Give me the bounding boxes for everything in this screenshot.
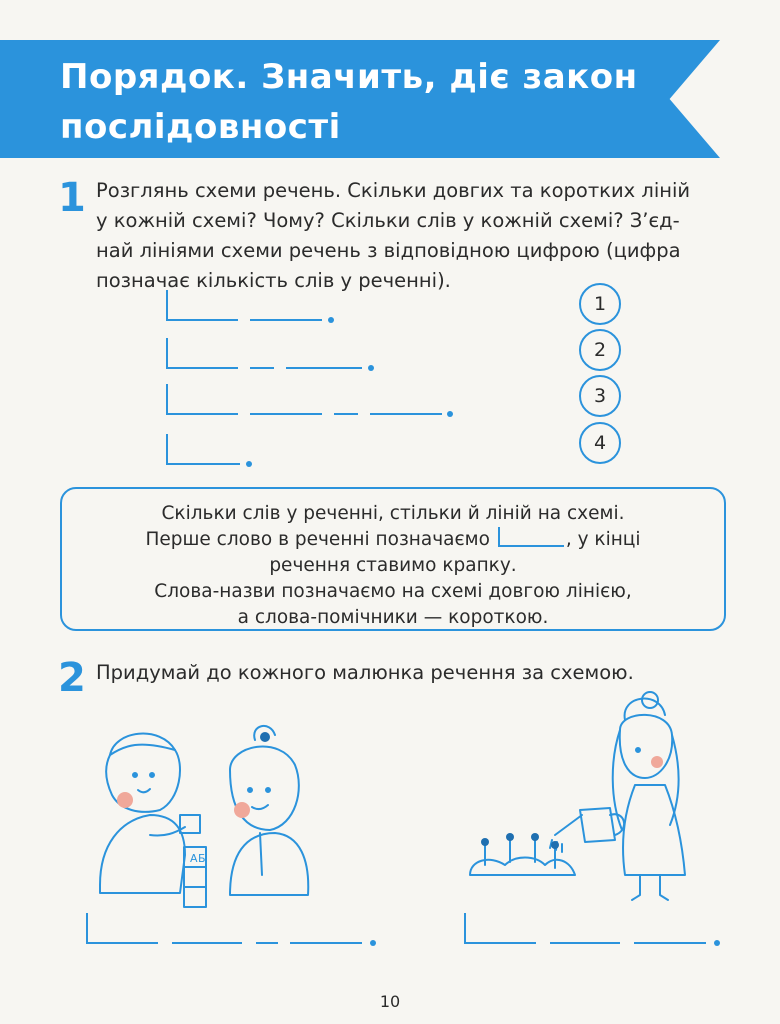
scheme-period-dot: [328, 317, 334, 323]
scheme-long-line: [172, 942, 242, 944]
scheme-start-hook: [166, 384, 168, 414]
rule-line-3: речення ставимо крапку.: [269, 555, 517, 576]
scheme-start-hook: [166, 434, 168, 464]
scheme-start-hook: [166, 338, 168, 368]
task-1-instructions: [96, 176, 746, 296]
drawing-2-scheme[interactable]: [464, 913, 780, 953]
rule-line-4: Слова-назви позначаємо на схемі довгою лінією,: [154, 581, 632, 602]
first-word-scheme-icon: [498, 527, 564, 547]
scheme-long-line: [250, 319, 322, 321]
scheme-long-line: [290, 942, 362, 944]
scheme-long-line: [550, 942, 620, 944]
scheme-period-dot: [246, 461, 252, 467]
scheme-period-dot: [447, 411, 453, 417]
rule-line-2-end: , у кінці: [565, 529, 641, 550]
scheme-long-line: [166, 319, 238, 321]
children-with-blocks-illustration: [80, 715, 320, 915]
task-1-line-3: най лініями схеми речень з відповідною цифрою (цифра: [96, 239, 681, 262]
scheme-long-line: [634, 942, 706, 944]
page-title-line-1: Порядок. Значить, діє закон: [60, 57, 638, 97]
task-1-line-4: позначає кількість слів у реченні).: [96, 269, 451, 292]
scheme-long-line: [166, 463, 240, 465]
task-1-line-2: у кожній схемі? Чому? Скільки слів у кожній схемі? З’єд-: [96, 209, 680, 232]
scheme-long-line: [286, 367, 362, 369]
scheme-period-dot: [370, 940, 376, 946]
drawing-1-scheme[interactable]: [86, 913, 406, 953]
task-2-number: 2: [58, 655, 86, 701]
scheme-long-line: [250, 413, 322, 415]
rule-line-2: [62, 527, 724, 553]
scheme-short-line: [250, 367, 274, 369]
scheme-start-hook: [166, 290, 168, 320]
scheme-long-line: [464, 942, 536, 944]
sentence-scheme-4[interactable]: [166, 434, 486, 474]
girl-watering-flowers-illustration: [460, 690, 700, 905]
block-letter-b: Б: [198, 852, 206, 865]
task-2-instructions: Придумай до кожного малюнка речення за схемою.: [96, 661, 634, 684]
word-count-circle-1[interactable]: 1: [579, 283, 621, 325]
page-title: [60, 52, 680, 152]
scheme-short-line: [334, 413, 358, 415]
word-count-circle-4[interactable]: 4: [579, 422, 621, 464]
scheme-short-line: [256, 942, 278, 944]
scheme-long-line: [166, 367, 238, 369]
page-number: 10: [379, 992, 401, 1011]
sentence-scheme-3[interactable]: [166, 384, 486, 424]
word-count-circle-2[interactable]: 2: [579, 329, 621, 371]
rule-line-2-start: Перше слово в реченні позначаємо: [145, 529, 490, 550]
scheme-start-hook: [464, 913, 466, 943]
rule-line-5: а слова-помічники — короткою.: [237, 607, 549, 628]
rule-box: [60, 487, 726, 631]
scheme-period-dot: [714, 940, 720, 946]
task-1-line-1: Розглянь схеми речень. Скільки довгих та коротких ліній: [96, 179, 691, 202]
scheme-long-line: [86, 942, 158, 944]
rule-line-1: Скільки слів у реченні, стільки й ліній на схемі.: [161, 503, 625, 524]
scheme-period-dot: [368, 365, 374, 371]
scheme-long-line: [166, 413, 238, 415]
scheme-long-line: [370, 413, 442, 415]
word-count-circle-3[interactable]: 3: [579, 375, 621, 417]
sentence-scheme-2[interactable]: [166, 338, 486, 378]
scheme-start-hook: [86, 913, 88, 943]
sentence-scheme-1[interactable]: [166, 290, 486, 330]
block-letter-a: А: [190, 852, 198, 865]
page-title-line-2: послідовності: [60, 107, 341, 147]
task-1-number: 1: [58, 175, 86, 221]
